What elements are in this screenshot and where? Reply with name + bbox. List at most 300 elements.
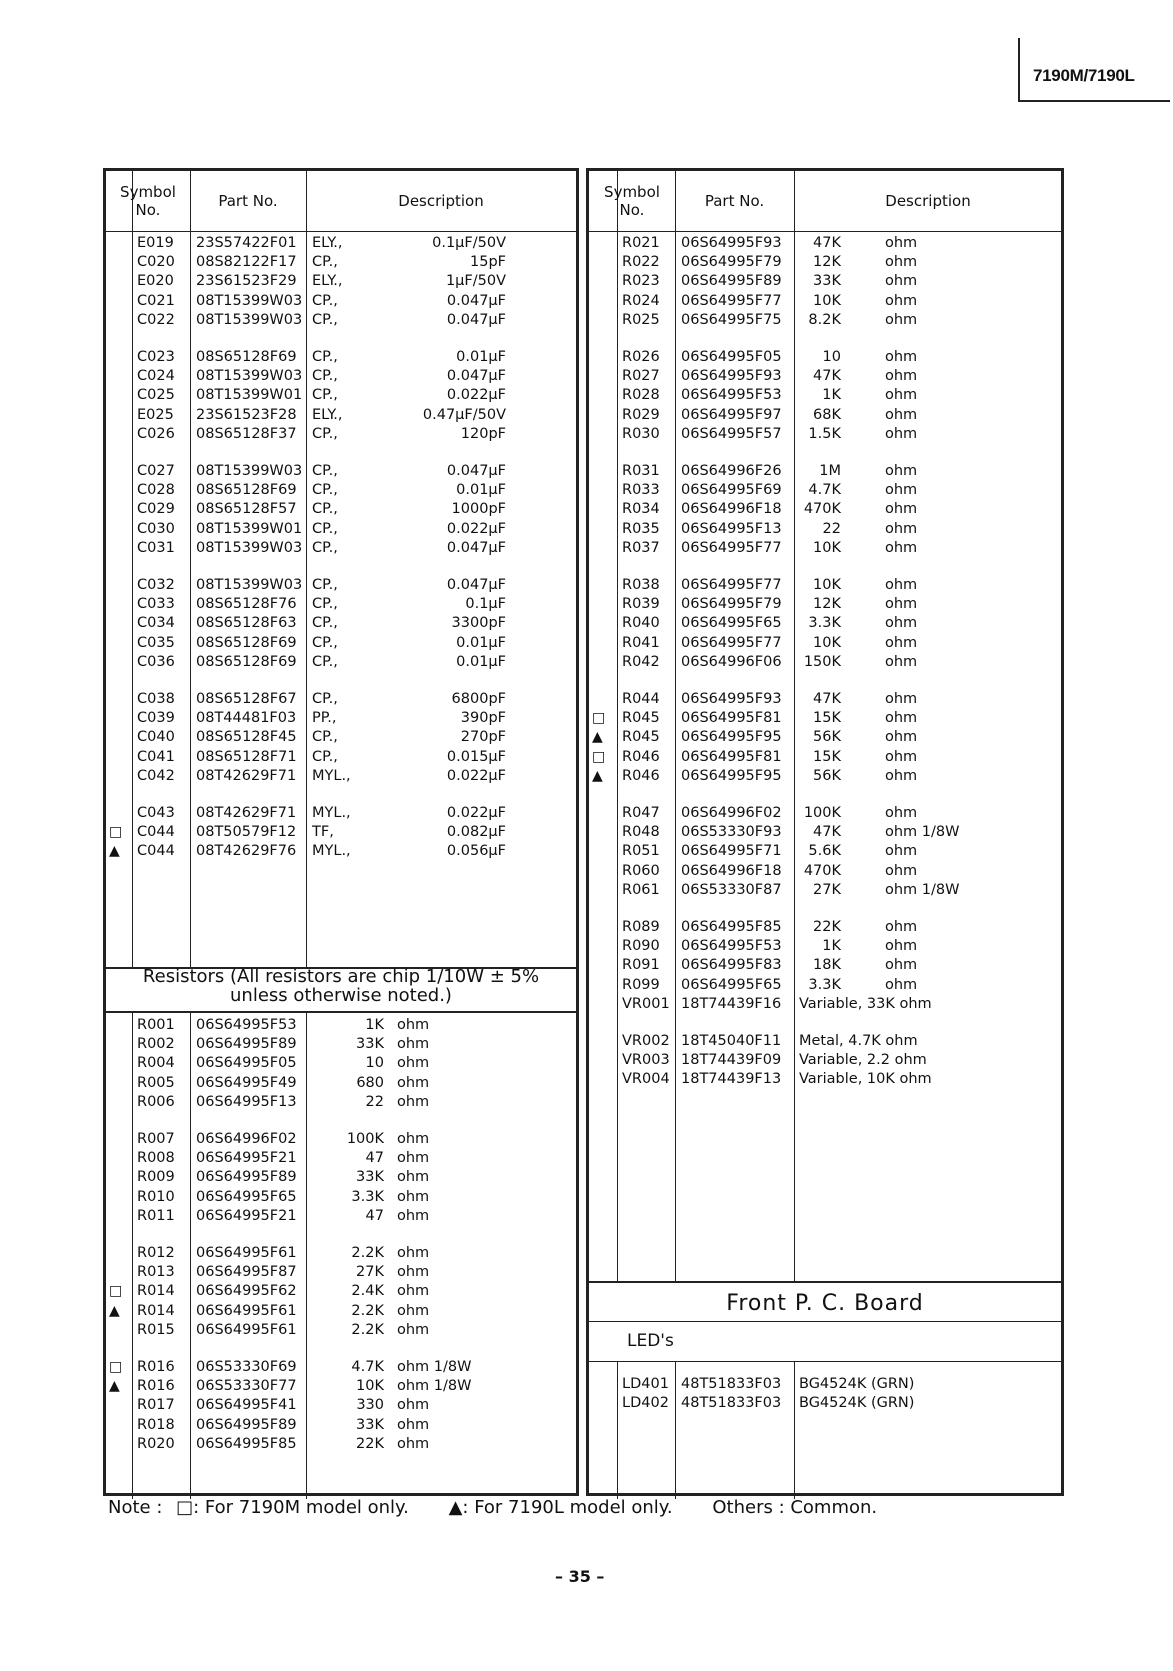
value-cell: 47K — [813, 368, 841, 385]
value-cell: 150K — [803, 653, 841, 670]
symbol-cell: VR001 — [622, 995, 670, 1012]
part-number-cell: 08T15399W03 — [196, 539, 303, 556]
part-number-cell: 08S82122F17 — [196, 254, 297, 271]
symbol-cell: C044 — [137, 824, 175, 841]
symbol-cell: R016 — [137, 1359, 175, 1375]
table-row — [589, 499, 1061, 519]
table-row — [106, 803, 576, 823]
part-number-cell: 08T15399W03 — [196, 463, 303, 479]
value-cell: 120pF — [460, 425, 506, 442]
symbol-cell: R015 — [137, 1321, 175, 1338]
part-number-cell: 06S64995F71 — [681, 843, 782, 860]
symbol-cell: R008 — [137, 1150, 175, 1167]
type-cell: ELY., — [312, 273, 343, 290]
symbol-cell: R020 — [137, 1435, 175, 1452]
symbol-cell: R010 — [137, 1188, 175, 1205]
part-number-cell: 08T42629F76 — [196, 843, 297, 860]
table-row — [589, 1393, 1061, 1413]
type-cell: CP., — [312, 425, 338, 442]
table-row — [106, 652, 576, 672]
symbol-cell: R038 — [622, 577, 660, 593]
table-row — [589, 613, 1061, 633]
unit-cell: ohm — [397, 1093, 430, 1110]
unit-cell: ohm — [397, 1207, 430, 1224]
type-cell: CP., — [312, 292, 338, 309]
table-row — [589, 1031, 1061, 1051]
unit-cell: ohm — [397, 1283, 430, 1300]
table-row — [106, 1262, 576, 1282]
unit-cell: ohm — [885, 615, 918, 632]
table-row — [589, 994, 1061, 1014]
symbol-cell: R016 — [137, 1378, 175, 1395]
unit-cell: ohm — [397, 1074, 430, 1091]
part-number-cell: 06S64995F83 — [681, 957, 782, 974]
part-number-cell: 06S64995F53 — [681, 387, 782, 404]
part-number-cell: 08T15399W03 — [196, 311, 303, 328]
model-header — [1018, 38, 1170, 102]
part-number-cell: 08S65128F69 — [196, 349, 297, 365]
unit-cell: ohm — [885, 292, 918, 309]
symbol-cell: R005 — [137, 1074, 175, 1091]
unit-cell: ohm — [397, 1055, 430, 1072]
table-row — [589, 291, 1061, 311]
symbol-cell: C026 — [137, 425, 175, 442]
unit-cell: ohm — [885, 957, 918, 974]
part-number-cell: 08S65128F67 — [196, 691, 297, 707]
part-number-cell: 08T42629F71 — [196, 767, 297, 784]
value-cell: 22 — [365, 1093, 384, 1110]
part-number-cell: 08T15399W01 — [196, 520, 303, 537]
value-cell: 2.4K — [351, 1283, 384, 1300]
symbol-cell: C042 — [137, 767, 175, 784]
symbol-cell: C034 — [137, 615, 175, 632]
part-number-cell: 06S53330F77 — [196, 1378, 297, 1395]
symbol-cell: C032 — [137, 577, 175, 593]
type-cell: MYL., — [312, 767, 351, 784]
value-cell: 15K — [813, 710, 841, 727]
value-cell: 1000pF — [451, 501, 506, 518]
part-number-cell: 08S65128F69 — [196, 653, 297, 670]
symbol-header: Symbol No. — [120, 183, 176, 219]
symbol-cell: C025 — [137, 387, 175, 404]
symbol-cell: C039 — [137, 710, 175, 727]
symbol-header: Symbol No. — [604, 183, 660, 219]
part-number-cell: 06S64995F21 — [196, 1207, 297, 1224]
table-row — [106, 727, 576, 747]
symbol-cell: R034 — [622, 501, 660, 518]
unit-cell: ohm 1/8W — [885, 881, 960, 898]
type-cell: CP., — [312, 463, 338, 479]
part-number-cell: 06S64995F95 — [681, 729, 782, 746]
value-cell: 0.022μF — [446, 767, 506, 784]
table-row — [589, 538, 1061, 558]
left-parts-table — [103, 168, 579, 1496]
symbol-cell: R089 — [622, 919, 660, 935]
table-row — [106, 1073, 576, 1093]
symbol-cell: R041 — [622, 634, 660, 651]
part-number-cell: 06S64995F69 — [681, 482, 782, 499]
symbol-cell: R091 — [622, 957, 660, 974]
symbol-cell: E025 — [137, 406, 174, 423]
type-cell: CP., — [312, 368, 338, 385]
type-cell: MYL., — [312, 843, 351, 860]
table-row — [589, 366, 1061, 386]
value-cell: 12K — [813, 596, 841, 613]
value-cell: 47K — [813, 691, 841, 707]
table-row — [589, 917, 1061, 937]
symbol-cell: R018 — [137, 1416, 175, 1433]
type-cell: CP., — [312, 653, 338, 670]
part-number-cell: 08S65128F69 — [196, 634, 297, 651]
value-cell: 470K — [803, 862, 841, 879]
table-row — [106, 310, 576, 330]
part-number-cell: 08S65128F57 — [196, 501, 297, 518]
leds-title: LED's — [627, 1331, 674, 1351]
value-cell: 0.047μF — [446, 368, 506, 385]
symbol-cell: C043 — [137, 805, 175, 821]
unit-cell: ohm — [885, 634, 918, 651]
value-cell: 47 — [365, 1207, 384, 1224]
table-row — [589, 975, 1061, 995]
value-cell: 0.022μF — [446, 520, 506, 537]
symbol-cell: VR004 — [622, 1071, 670, 1088]
type-cell: CP., — [312, 501, 338, 518]
type-cell: CP., — [312, 387, 338, 404]
value-cell: 27K — [356, 1264, 384, 1281]
table-row — [106, 1357, 576, 1377]
value-cell: 47K — [813, 824, 841, 841]
part-number-cell: 06S64996F18 — [681, 501, 782, 518]
description-cell: Variable, 2.2 ohm — [799, 1052, 927, 1069]
value-cell: 2.2K — [351, 1321, 384, 1338]
symbol-cell: C021 — [137, 292, 175, 309]
symbol-cell: R004 — [137, 1055, 175, 1072]
symbol-cell: R029 — [622, 406, 660, 423]
table-row — [106, 366, 576, 386]
unit-cell: ohm — [885, 501, 918, 518]
symbol-cell: R046 — [622, 748, 660, 765]
symbol-cell: R060 — [622, 862, 660, 879]
model-mark: □ — [109, 1283, 123, 1300]
unit-cell: ohm — [397, 1017, 430, 1033]
value-cell: 0.056μF — [446, 843, 506, 860]
value-cell: 0.01μF — [456, 349, 506, 365]
table-row — [589, 747, 1061, 767]
table-row — [589, 252, 1061, 272]
unit-cell: ohm 1/8W — [397, 1359, 472, 1375]
table-row — [589, 727, 1061, 747]
value-cell: 8.2K — [808, 311, 841, 328]
part-number-cell: 06S64995F21 — [196, 1150, 297, 1167]
value-cell: 4.7K — [808, 482, 841, 499]
value-cell: 33K — [813, 273, 841, 290]
part-number-cell: 06S64995F62 — [196, 1283, 297, 1300]
value-cell: 100K — [346, 1131, 384, 1147]
unit-cell: ohm — [885, 406, 918, 423]
table-row — [106, 347, 576, 367]
symbol-cell: R030 — [622, 425, 660, 442]
model-mark: ▲ — [592, 767, 603, 784]
value-cell: 1K — [822, 938, 841, 955]
part-number-cell: 18T74439F13 — [681, 1071, 782, 1088]
value-cell: 390pF — [460, 710, 506, 727]
table-row — [589, 689, 1061, 709]
part-number-cell: 06S64996F26 — [681, 463, 782, 479]
part-number-cell: 06S64995F75 — [681, 311, 782, 328]
part-number-cell: 06S64995F77 — [681, 577, 782, 593]
part-number-cell: 06S64995F93 — [681, 691, 782, 707]
table-row — [589, 766, 1061, 786]
symbol-cell: R048 — [622, 824, 660, 841]
part-number-cell: 18T74439F09 — [681, 1052, 782, 1069]
symbol-cell: R021 — [622, 235, 660, 251]
table-row — [106, 1281, 576, 1301]
symbol-cell: R035 — [622, 520, 660, 537]
value-cell: 2.2K — [351, 1302, 384, 1319]
header-divider — [589, 231, 1061, 232]
unit-cell: ohm — [885, 862, 918, 879]
model-mark: ▲ — [109, 843, 120, 860]
note-l-only: ▲: For 7190L model only. — [448, 1497, 673, 1518]
unit-cell: ohm — [397, 1245, 430, 1261]
table-row — [589, 1374, 1061, 1394]
value-cell: 10K — [813, 634, 841, 651]
value-cell: 0.022μF — [446, 387, 506, 404]
table-row — [106, 613, 576, 633]
symbol-cell: R090 — [622, 938, 660, 955]
symbol-cell: C028 — [137, 482, 175, 499]
value-cell: 15pF — [470, 254, 506, 271]
description-header: Description — [885, 192, 971, 210]
part-number-cell: 06S64995F41 — [196, 1397, 297, 1414]
part-number-cell: 06S64995F13 — [196, 1093, 297, 1110]
table-row — [589, 233, 1061, 253]
symbol-cell: R001 — [137, 1017, 175, 1033]
value-cell: 1M — [819, 463, 841, 479]
model-mark: □ — [592, 710, 606, 727]
symbol-cell: LD401 — [622, 1376, 669, 1392]
table-row — [106, 1167, 576, 1187]
part-number-cell: 06S53330F93 — [681, 824, 782, 841]
part-number-cell: 08S65128F69 — [196, 482, 297, 499]
note-common: Others : Common. — [712, 1497, 878, 1518]
value-cell: 0.047μF — [446, 577, 506, 593]
symbol-cell: R045 — [622, 710, 660, 727]
unit-cell: ohm — [397, 1397, 430, 1414]
symbol-cell: R014 — [137, 1283, 175, 1300]
symbol-cell: C029 — [137, 501, 175, 518]
table-row — [106, 1187, 576, 1207]
table-row — [589, 575, 1061, 595]
part-number-cell: 08T15399W03 — [196, 577, 303, 593]
type-cell: MYL., — [312, 805, 351, 821]
type-cell: CP., — [312, 539, 338, 556]
unit-cell: ohm — [885, 729, 918, 746]
symbol-cell: C040 — [137, 729, 175, 746]
value-cell: 0.1μF — [465, 596, 506, 613]
table-row — [106, 1395, 576, 1415]
unit-cell: ohm — [397, 1131, 430, 1147]
unit-cell: ohm — [885, 254, 918, 271]
value-cell: 1K — [822, 387, 841, 404]
part-number-cell: 06S64995F79 — [681, 254, 782, 271]
table-row — [589, 519, 1061, 539]
part-number-cell: 06S64995F13 — [681, 520, 782, 537]
unit-cell: ohm — [885, 387, 918, 404]
symbol-cell: C022 — [137, 311, 175, 328]
description-cell: Variable, 33K ohm — [799, 995, 932, 1012]
table-row — [106, 822, 576, 842]
unit-cell: ohm — [885, 767, 918, 784]
symbol-cell: R012 — [137, 1245, 175, 1261]
table-row — [106, 689, 576, 709]
section-divider — [589, 1321, 1061, 1322]
value-cell: 680 — [356, 1074, 384, 1091]
part-number-cell: 06S64995F89 — [196, 1169, 297, 1186]
unit-cell: ohm — [885, 311, 918, 328]
type-cell: ELY., — [312, 235, 343, 251]
value-cell: 22K — [813, 919, 841, 935]
value-cell: 1.5K — [808, 425, 841, 442]
table-row — [589, 880, 1061, 900]
part-number-cell: 06S64996F02 — [196, 1131, 297, 1147]
part-number-cell: 06S64995F93 — [681, 235, 782, 251]
symbol-cell: C023 — [137, 349, 175, 365]
value-cell: 33K — [356, 1169, 384, 1186]
part-number-cell: 06S64996F06 — [681, 653, 782, 670]
unit-cell: ohm — [397, 1302, 430, 1319]
symbol-cell: R007 — [137, 1131, 175, 1147]
symbol-cell: C033 — [137, 596, 175, 613]
value-cell: 10K — [813, 577, 841, 593]
description-cell: BG4524K (GRN) — [799, 1376, 915, 1392]
type-cell: CP., — [312, 254, 338, 271]
unit-cell: ohm — [885, 843, 918, 860]
part-number-cell: 06S64995F87 — [196, 1264, 297, 1281]
value-cell: 2.2K — [351, 1245, 384, 1261]
part-number-cell: 06S64995F05 — [681, 349, 782, 365]
table-row — [106, 499, 576, 519]
value-cell: 3.3K — [808, 976, 841, 993]
value-cell: 56K — [813, 729, 841, 746]
table-row — [589, 861, 1061, 881]
unit-cell: ohm — [397, 1036, 430, 1053]
symbol-cell: R046 — [622, 767, 660, 784]
value-cell: 0.47μF/50V — [422, 406, 506, 423]
symbol-cell: R023 — [622, 273, 660, 290]
part-number-cell: 06S64995F61 — [196, 1302, 297, 1319]
symbol-cell: R099 — [622, 976, 660, 993]
table-row — [106, 633, 576, 653]
unit-cell: ohm — [397, 1435, 430, 1452]
model-mark: ▲ — [109, 1302, 120, 1319]
unit-cell: ohm — [397, 1416, 430, 1433]
symbol-cell: R039 — [622, 596, 660, 613]
type-cell: CP., — [312, 482, 338, 499]
symbol-cell: C038 — [137, 691, 175, 707]
part-number-cell: 48T51833F03 — [681, 1376, 782, 1392]
symbol-cell: R040 — [622, 615, 660, 632]
part-number-cell: 06S64995F77 — [681, 292, 782, 309]
value-cell: 68K — [813, 406, 841, 423]
part-number-cell: 23S61523F29 — [196, 273, 297, 290]
table-row — [589, 1069, 1061, 1089]
part-number-cell: 06S64995F65 — [681, 615, 782, 632]
part-number-cell: 08S65128F71 — [196, 748, 297, 765]
symbol-cell: C020 — [137, 254, 175, 271]
type-cell: CP., — [312, 596, 338, 613]
value-cell: 0.047μF — [446, 311, 506, 328]
table-row — [106, 424, 576, 444]
value-cell: 22 — [822, 520, 841, 537]
type-cell: CP., — [312, 691, 338, 707]
part-number-cell: 48T51833F03 — [681, 1395, 782, 1412]
section-divider — [589, 1361, 1061, 1362]
table-row — [106, 461, 576, 481]
symbol-cell: R037 — [622, 539, 660, 556]
unit-cell: ohm — [885, 691, 918, 707]
part-number-cell: 06S64995F85 — [681, 919, 782, 935]
symbol-cell: E019 — [137, 235, 174, 251]
table-row — [106, 1034, 576, 1054]
value-cell: 470K — [803, 501, 841, 518]
table-row — [106, 1415, 576, 1435]
table-row — [106, 1320, 576, 1340]
value-cell: 33K — [356, 1036, 384, 1053]
type-cell: CP., — [312, 634, 338, 651]
part-number-cell: 06S64995F49 — [196, 1074, 297, 1091]
table-row — [106, 708, 576, 728]
description-cell: Metal, 4.7K ohm — [799, 1033, 918, 1049]
symbol-cell: R014 — [137, 1302, 175, 1319]
table-row — [106, 538, 576, 558]
value-cell: 0.047μF — [446, 463, 506, 479]
table-row — [589, 310, 1061, 330]
part-number-cell: 06S64995F79 — [681, 596, 782, 613]
symbol-cell: R028 — [622, 387, 660, 404]
part-number-cell: 06S64995F57 — [681, 425, 782, 442]
symbol-cell: R024 — [622, 292, 660, 309]
table-row — [589, 652, 1061, 672]
value-cell: 6800pF — [451, 691, 506, 707]
value-cell: 100K — [803, 805, 841, 821]
description-cell: BG4524K (GRN) — [799, 1395, 915, 1412]
table-row — [589, 708, 1061, 728]
table-row — [589, 347, 1061, 367]
part-number-cell: 06S64995F89 — [196, 1036, 297, 1053]
part-number-cell: 06S64995F93 — [681, 368, 782, 385]
model-mark: ▲ — [592, 729, 603, 746]
header-divider — [106, 231, 576, 232]
part-number-cell: 06S64995F97 — [681, 406, 782, 423]
unit-cell: ohm — [885, 938, 918, 955]
part-number-cell: 08S65128F37 — [196, 425, 297, 442]
model-label: 7190M/7190L — [1033, 66, 1135, 85]
symbol-cell: C035 — [137, 634, 175, 651]
page-number: – 35 – — [555, 1567, 605, 1586]
value-cell: 47 — [365, 1150, 384, 1167]
table-row — [106, 271, 576, 291]
unit-cell: ohm — [885, 919, 918, 935]
symbol-cell: R045 — [622, 729, 660, 746]
part-number-cell: 06S64996F18 — [681, 862, 782, 879]
unit-cell: ohm — [885, 539, 918, 556]
value-cell: 3.3K — [808, 615, 841, 632]
part-number-cell: 06S64995F61 — [196, 1245, 297, 1261]
unit-cell: ohm — [885, 748, 918, 765]
type-cell: CP., — [312, 615, 338, 632]
value-cell: 56K — [813, 767, 841, 784]
